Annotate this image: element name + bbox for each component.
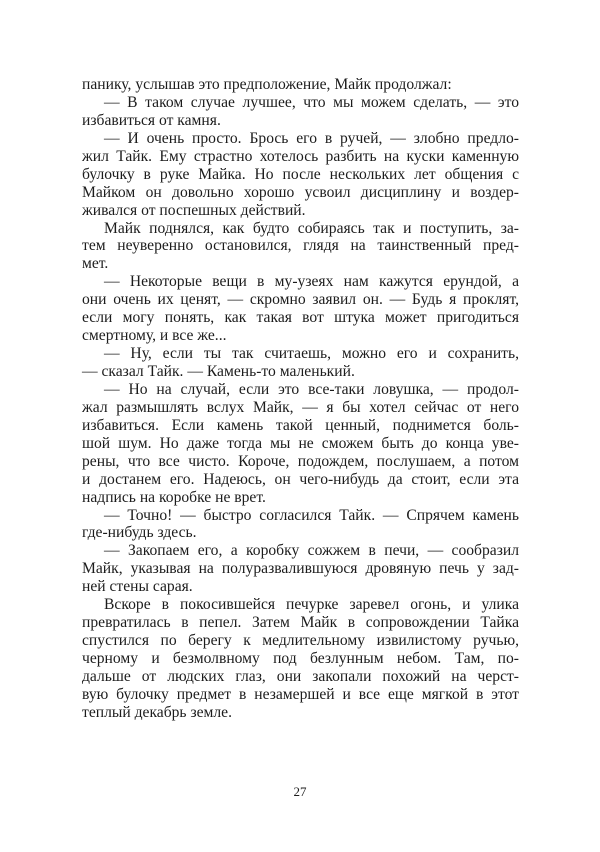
text-line: черному и безмолвному под безлунным небом. Там, по- [82, 650, 519, 667]
text-line: ней стены сарая. [82, 578, 193, 596]
text-line: панику, услышав это предположение, Майк продолжал: [82, 76, 452, 93]
text-line: шой шум. Но даже тогда мы не сможем быть до конца уве- [82, 434, 519, 452]
text-line: живался от поспешных действий. [82, 201, 306, 219]
text-line: теплый декабрь земле. [82, 703, 232, 721]
text-line: Майк поднялся, как будто собираясь так и поступить, за- [104, 219, 519, 237]
text-line: — Некоторые вещи в му-узеях нам кажутся ерундой, а [104, 273, 519, 291]
text-line: — сказал Тайк. — Камень-то маленький. [82, 363, 355, 380]
text-line: Майк, указывая на полуразвалившуюся дровяную печь у зад- [82, 560, 519, 578]
text-line: тем неуверенно остановился, глядя на таинственный пред- [82, 237, 519, 255]
text-line: надпись на коробке не врет. [82, 488, 266, 506]
text-line: и достанем его. Надеюсь, он чего-нибудь да стоит, если эта [82, 470, 519, 488]
body-text [82, 76, 519, 722]
text-line: жал размышлять вслух Майк, — я бы хотел сейчас от него [82, 398, 519, 416]
text-line: вую булочку предмет в незамершей и все еще мягкой в этот [82, 685, 519, 703]
text-line: превратилась в пепел. Затем Майк в сопровождении Тайка [82, 614, 519, 632]
text-line: — Ну, если ты так считаешь, можно его и сохранить, [104, 345, 519, 363]
text-line: если могу понять, как такая вот штука может пригодиться [82, 309, 519, 327]
text-line: они очень их ценят, — скромно заявил он. — Будь я проклят, [82, 291, 519, 309]
text-line: — В таком случае лучшее, что мы можем сделать, — это [104, 93, 519, 111]
text-line: булочку в руке Майка. Но после нескольких лет общения с [82, 165, 519, 183]
text-line: избавиться от камня. [82, 111, 221, 129]
text-line: дальше от людских глаз, они закопали похожий на черст- [82, 667, 519, 685]
text-line: — И очень просто. Брось его в ручей, — злобно предло- [104, 129, 519, 147]
text-line: — Но на случай, если это все-таки ловушка, — продол- [104, 380, 519, 398]
text-line: смертному, и все же... [82, 327, 227, 345]
page-number: 27 [293, 784, 307, 799]
text-line: — Точно! — быстро согласился Тайк. — Спрячем камень [104, 506, 519, 524]
text-line: где-нибудь здесь. [82, 524, 197, 542]
text-line: избавиться. Если камень такой ценный, поднимется боль- [82, 416, 519, 434]
text-line: мет. [82, 255, 109, 273]
text-line: Майком он довольно хорошо усвоил дисциплину и воздер- [82, 183, 519, 201]
text-line: жил Тайк. Ему страстно хотелось разбить на куски каменную [82, 147, 519, 165]
text-line: — Закопаем его, а коробку сожжем в печи, — сообразил [104, 542, 519, 560]
text-line: спустился по берегу к медлительному извилистому ручью, [82, 632, 519, 650]
text-line: рены, что все чисто. Короче, подождем, послушаем, а потом [82, 452, 519, 470]
text-line: Вскоре в покосившейся печурке заревел огонь, и улика [104, 596, 519, 614]
